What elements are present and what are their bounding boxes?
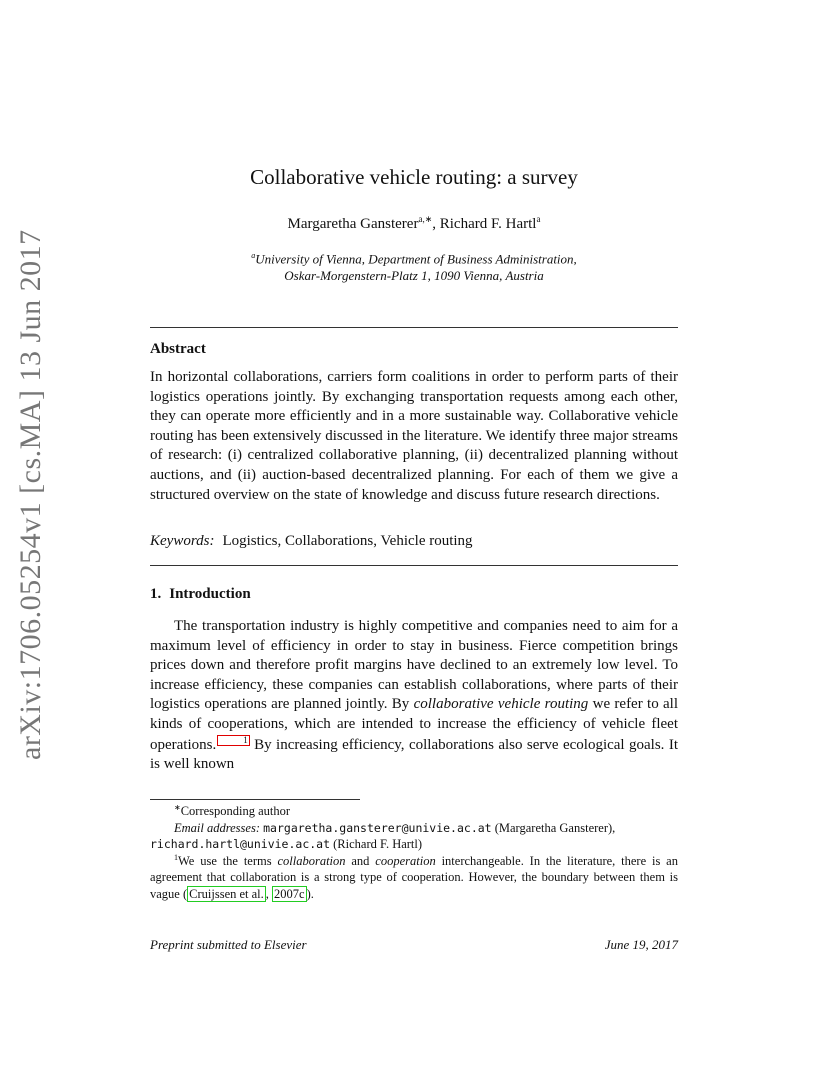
author-name: Richard F. Hartl	[439, 216, 537, 232]
footnote-text: ,	[265, 886, 273, 901]
footnote-corresponding	[150, 803, 678, 820]
intro-text: By increasing efficiency, collaborations also serve ecological goals. It is well known	[150, 736, 678, 773]
email-link[interactable]: margaretha.gansterer@univie.ac.at	[263, 820, 492, 835]
intro-text: The transportation industry is highly competitive and companies need to aim for a maximum level of efficiency in order to stay in business. Fierce competition brings prices down and therefore profit margins have declined to an extremely low level. To increase efficiency, these companies can establish collaborations, where parts of their logistics operations are planned jointly. By	[150, 618, 678, 713]
footnote-text: We use the terms	[178, 853, 278, 868]
affiliation	[150, 247, 678, 284]
citation-link[interactable]: 2007c	[274, 886, 305, 901]
footnote-emphasis: collaboration	[277, 853, 346, 868]
intro-text: we refer to all kinds of cooperations, which are intended to increase the efficiency of vehicle fleet operations.	[150, 696, 678, 753]
author-superscript: a	[536, 214, 541, 224]
arxiv-side-identifier: arXiv:1706.05254v1 [cs.MA] 13 Jun 2017	[14, 229, 47, 760]
footnote-mark: 1	[174, 852, 178, 862]
section-title: Introduction	[169, 586, 251, 602]
email-link[interactable]: richard.hartl@univie.ac.at	[150, 837, 331, 851]
affiliation-text: University of Vienna, Department of Business Administration,	[255, 251, 577, 267]
footnote-text: ).	[306, 886, 314, 901]
footnotes	[150, 803, 678, 902]
author-line	[150, 214, 678, 233]
footnote-emphasis: cooperation	[375, 853, 436, 868]
top-rule	[150, 327, 678, 328]
author-superscript: a,∗	[418, 214, 433, 224]
section-number: 1.	[150, 586, 162, 602]
affiliation-line: Oskar-Morgenstern-Platz 1, 1090 Vienna, Austria	[284, 268, 544, 284]
affiliation-line	[150, 247, 678, 267]
intro-emphasis: collaborative vehicle routing	[413, 696, 589, 713]
email-label: Email addresses:	[174, 820, 260, 835]
email-owner: (Richard F. Hartl)	[330, 837, 423, 851]
keywords-label: Keywords:	[150, 533, 215, 549]
abstract-bottom-rule	[150, 565, 678, 566]
footnote-emails-cont	[150, 836, 678, 853]
keywords-value: Logistics, Collaborations, Vehicle routing	[222, 533, 473, 549]
preprint-note: Preprint submitted to Elsevier	[150, 937, 307, 952]
date-note: June 19, 2017	[604, 937, 678, 952]
footnote-text: Corresponding author	[180, 804, 291, 818]
abstract-heading: Abstract	[150, 341, 206, 357]
footnote-1	[150, 853, 678, 903]
footnote-text: and	[345, 853, 376, 868]
intro-paragraph	[150, 617, 678, 775]
footnote-rule	[150, 799, 360, 800]
citation-link[interactable]: Cruijssen et al.	[189, 886, 264, 901]
paper-title: Collaborative vehicle routing: a survey	[250, 165, 578, 189]
author-separator: ,	[432, 216, 440, 232]
footnote-text: interchangeable. In the literature, there is an agreement that collaboration is a strong type of cooperation. However, the boundary between them is vague (	[150, 853, 678, 901]
author-name: Margaretha Gansterer	[287, 216, 419, 232]
abstract-text: In horizontal collaborations, carriers form coalitions in order to perform parts of their logistics operations jointly. By exchanging transportation requests among each other, they can operate more efficiently and in a more sustainable way. Collaborative vehicle routing has been extensively discussed in the literature. We identify three major streams of research: (i) centralized collaborative planning, (ii) decentralized planning without auctions, and (ii) auction-based decentralized planning. For each of them we give a structured overview on the state of knowledge and discuss future research directions.	[150, 369, 678, 503]
section-heading	[150, 586, 251, 603]
footnote-link[interactable]: 1	[217, 735, 250, 746]
email-owner: (Margaretha Gansterer),	[491, 820, 616, 835]
keywords	[150, 533, 678, 550]
affiliation-superscript: a	[251, 251, 256, 260]
footnote-mark: ∗	[174, 802, 181, 812]
footnote-emails	[150, 820, 678, 837]
